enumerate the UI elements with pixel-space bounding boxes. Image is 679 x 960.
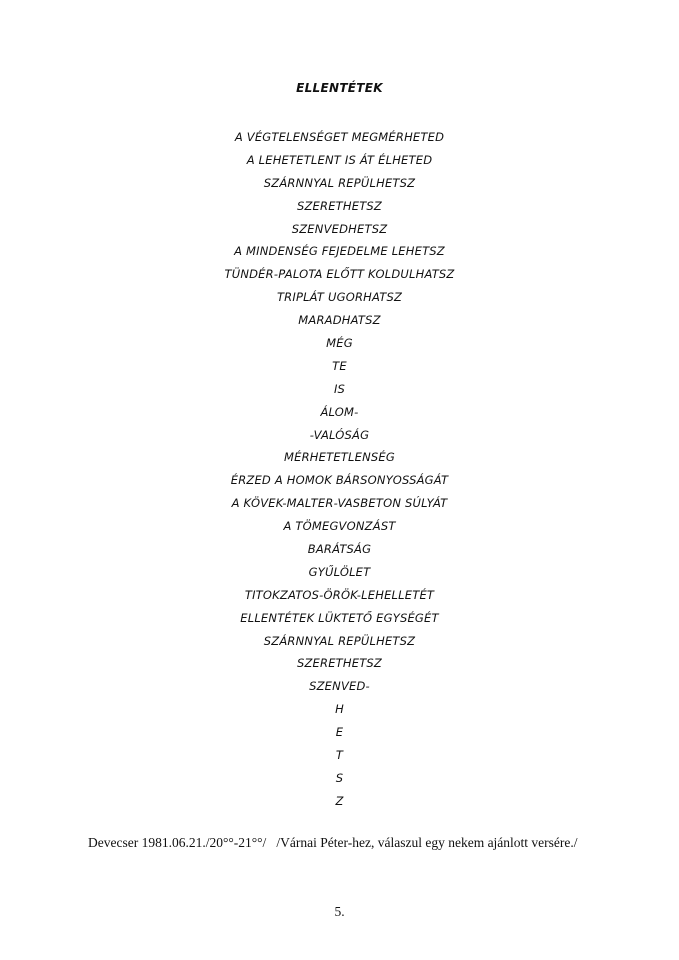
- poem-title: ELLENTÉTEK: [296, 81, 383, 95]
- poem-line: H: [335, 702, 344, 717]
- poem-line: E: [335, 725, 344, 740]
- poem-line: -VALÓSÁG: [309, 427, 370, 442]
- poem-line: TITOKZATOS-ÖRÖK-LEHELLETÉT: [244, 587, 435, 602]
- poem-line: SZÁRNNYAL REPÜLHETSZ: [263, 633, 416, 648]
- poem-line: MÉG: [326, 336, 353, 351]
- poem-line: SZENVED-: [309, 679, 370, 694]
- page-number: 5.: [334, 904, 345, 919]
- poem-line: SZÁRNNYAL REPÜLHETSZ: [263, 175, 416, 190]
- poem-line: ÉRZED A HOMOK BÁRSONYOSSÁGÁT: [230, 473, 449, 488]
- date-dedication-note: Devecser 1981.06.21./20°°-21°°/ /Várnai Péter-hez, válaszul egy nekem ajánlott versére./: [88, 835, 578, 850]
- poem-line: TRIPLÁT UGORHATSZ: [276, 290, 403, 305]
- poem-line: TE: [332, 358, 347, 373]
- poem-body: [0, 126, 679, 813]
- poem-line: Z: [335, 793, 344, 808]
- poem-line: GYŰLÖLET: [308, 564, 371, 579]
- poem-line: A KÖVEK-MALTER-VASBETON SÚLYÁT: [231, 496, 448, 511]
- poem-line: SZENVEDHETSZ: [291, 221, 388, 236]
- poem-line: ELLENTÉTEK LÜKTETŐ EGYSÉGÉT: [240, 610, 439, 625]
- poem-line: ÁLOM-: [320, 404, 359, 419]
- poem-line: T: [335, 748, 344, 763]
- poem-line: A VÉGTELENSÉGET MEGMÉRHETED: [234, 130, 445, 144]
- poem-line: MARADHATSZ: [298, 313, 381, 328]
- poem-line: MÉRHETETLENSÉG: [284, 450, 395, 465]
- poem-line: SZERETHETSZ: [296, 198, 383, 213]
- poem-line: SZERETHETSZ: [296, 656, 383, 671]
- poem-line: A MINDENSÉG FEJEDELME LEHETSZ: [234, 244, 445, 259]
- poem-line: A LEHETETLENT IS ÁT ÉLHETED: [246, 152, 433, 167]
- poem-line: TÜNDÉR-PALOTA ELŐTT KOLDULHATSZ: [224, 267, 455, 282]
- poem-line: BARÁTSÁG: [307, 542, 372, 557]
- poem-line: IS: [333, 381, 346, 396]
- poem-line: S: [335, 770, 344, 785]
- poem-line: A TÖMEGVONZÁST: [283, 519, 396, 534]
